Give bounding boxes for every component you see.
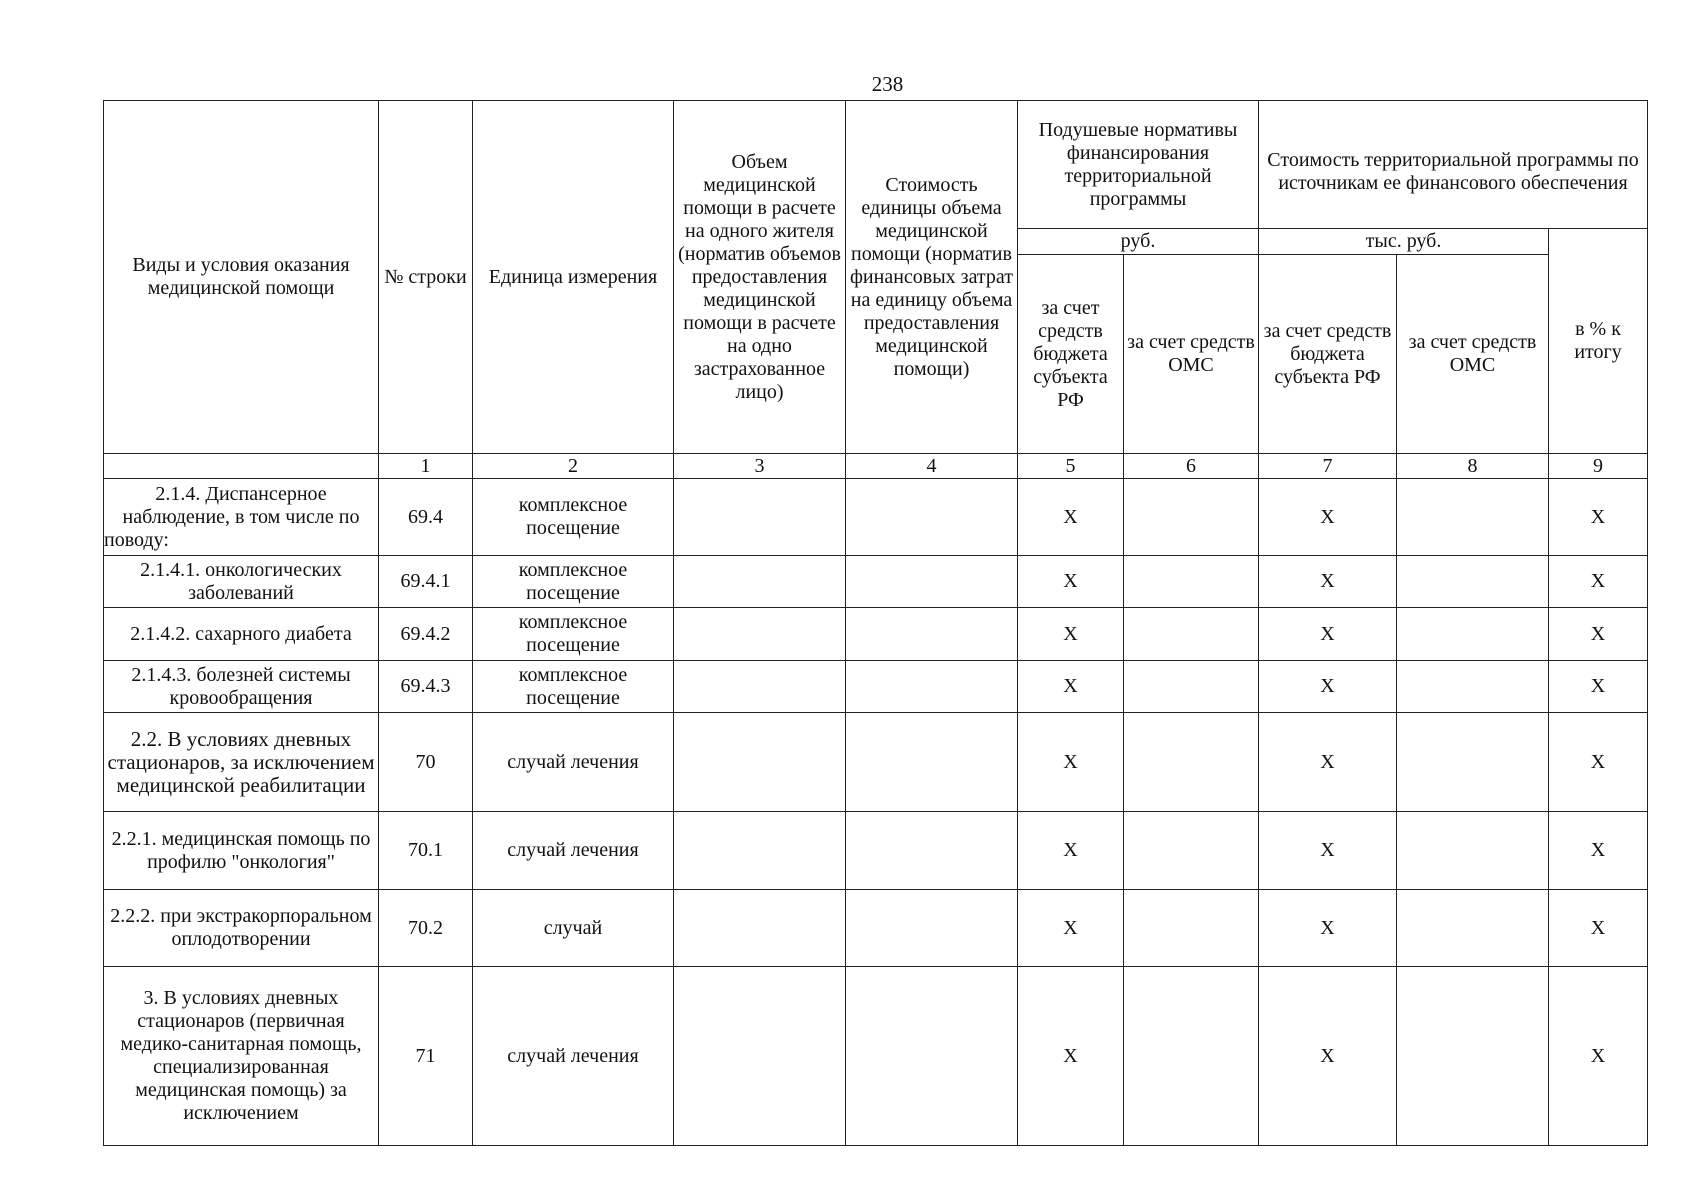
header-per-capita-group: Подушевые нормативы финансирования территориальной программы xyxy=(1018,101,1259,229)
row-value-col5: X xyxy=(1018,967,1124,1146)
row-number: 69.4 xyxy=(379,479,473,556)
row-unit: случай xyxy=(473,890,674,967)
row-unit: комплексное посещение xyxy=(473,556,674,608)
row-volume xyxy=(674,967,846,1146)
table-row xyxy=(104,890,1648,967)
row-unit-cost xyxy=(846,890,1018,967)
header-unit-cost: Стоимость единицы объема медицинской помощи (норматив финансовых затрат на единицу объема предоставления медицинской помощи) xyxy=(846,101,1018,454)
row-unit-cost xyxy=(846,661,1018,713)
row-value-col8 xyxy=(1397,713,1549,812)
table-row xyxy=(104,608,1648,661)
row-volume xyxy=(674,556,846,608)
row-name: 2.1.4. Диспансерное наблюдение, в том числе по поводу: xyxy=(104,479,379,556)
row-volume xyxy=(674,479,846,556)
row-value-col9: X xyxy=(1549,556,1648,608)
header-percent: в % к итогу xyxy=(1549,229,1648,454)
row-value-col7: X xyxy=(1259,890,1397,967)
row-value-col5: X xyxy=(1018,608,1124,661)
row-value-col6 xyxy=(1124,661,1259,713)
row-value-col8 xyxy=(1397,812,1549,890)
column-number: 8 xyxy=(1397,454,1549,479)
row-name: 2.1.4.1. онкологических заболеваний xyxy=(104,556,379,608)
table-row xyxy=(104,479,1648,556)
column-number: 2 xyxy=(473,454,674,479)
row-value-col8 xyxy=(1397,890,1549,967)
table-row xyxy=(104,556,1648,608)
row-value-col5: X xyxy=(1018,479,1124,556)
row-unit-cost xyxy=(846,812,1018,890)
header-per-capita-oms: за счет средств ОМС xyxy=(1124,255,1259,454)
row-unit-cost xyxy=(846,608,1018,661)
row-unit-cost xyxy=(846,556,1018,608)
column-number: 6 xyxy=(1124,454,1259,479)
column-number: 3 xyxy=(674,454,846,479)
row-name: 2.2.2. при экстракорпоральном оплодотворении xyxy=(104,890,379,967)
row-value-col6 xyxy=(1124,556,1259,608)
row-value-col9: X xyxy=(1549,890,1648,967)
row-value-col8 xyxy=(1397,608,1549,661)
row-number: 69.4.1 xyxy=(379,556,473,608)
row-value-col6 xyxy=(1124,479,1259,556)
row-value-col5: X xyxy=(1018,661,1124,713)
row-value-col6 xyxy=(1124,890,1259,967)
row-name: 3. В условиях дневных стационаров (первичная медико-санитарная помощь, специализированная медицинская помощь) за исключением xyxy=(104,967,379,1146)
row-value-col8 xyxy=(1397,556,1549,608)
table-row xyxy=(104,713,1648,812)
row-value-col9: X xyxy=(1549,967,1648,1146)
column-number: 9 xyxy=(1549,454,1648,479)
row-value-col7: X xyxy=(1259,713,1397,812)
column-number: 7 xyxy=(1259,454,1397,479)
row-value-col9: X xyxy=(1549,479,1648,556)
header-per-capita-budget: за счет средств бюджета субъекта РФ xyxy=(1018,255,1124,454)
row-value-col9: X xyxy=(1549,661,1648,713)
row-value-col5: X xyxy=(1018,713,1124,812)
row-value-col7: X xyxy=(1259,967,1397,1146)
row-unit-cost xyxy=(846,713,1018,812)
row-volume xyxy=(674,812,846,890)
row-value-col7: X xyxy=(1259,812,1397,890)
row-number: 71 xyxy=(379,967,473,1146)
row-number: 70.1 xyxy=(379,812,473,890)
header-unit: Единица измерения xyxy=(473,101,674,454)
row-value-col8 xyxy=(1397,661,1549,713)
column-number: 4 xyxy=(846,454,1018,479)
territorial-program-table xyxy=(103,100,1648,1146)
row-number: 70.2 xyxy=(379,890,473,967)
row-value-col5: X xyxy=(1018,812,1124,890)
row-value-col5: X xyxy=(1018,890,1124,967)
header-cost-group: Стоимость территориальной программы по источникам ее финансового обеспечения xyxy=(1259,101,1648,229)
header-cost-oms: за счет средств ОМС xyxy=(1397,255,1549,454)
table-row xyxy=(104,812,1648,890)
row-unit: комплексное посещение xyxy=(473,661,674,713)
row-name: 2.1.4.2. сахарного диабета xyxy=(104,608,379,661)
table-row xyxy=(104,661,1648,713)
row-name: 2.2. В условиях дневных стационаров, за исключением медицинской реабилитации xyxy=(104,713,379,812)
row-value-col7: X xyxy=(1259,479,1397,556)
row-unit-cost xyxy=(846,479,1018,556)
row-value-col6 xyxy=(1124,967,1259,1146)
row-volume xyxy=(674,661,846,713)
table-row xyxy=(104,967,1648,1146)
row-value-col6 xyxy=(1124,713,1259,812)
row-unit-cost xyxy=(846,967,1018,1146)
row-unit: комплексное посещение xyxy=(473,479,674,556)
row-number: 69.4.3 xyxy=(379,661,473,713)
row-value-col7: X xyxy=(1259,608,1397,661)
column-number: 5 xyxy=(1018,454,1124,479)
row-volume xyxy=(674,713,846,812)
row-name: 2.2.1. медицинская помощь по профилю "онкология" xyxy=(104,812,379,890)
row-unit: случай лечения xyxy=(473,812,674,890)
header-volume: Объем медицинской помощи в расчете на одного жителя (норматив объемов предоставления медицинской помощи в расчете на одно застрахованное лицо) xyxy=(674,101,846,454)
row-value-col6 xyxy=(1124,812,1259,890)
row-value-col9: X xyxy=(1549,713,1648,812)
row-number: 70 xyxy=(379,713,473,812)
row-value-col9: X xyxy=(1549,812,1648,890)
row-name: 2.1.4.3. болезней системы кровообращения xyxy=(104,661,379,713)
header-cost-budget: за счет средств бюджета субъекта РФ xyxy=(1259,255,1397,454)
row-value-col8 xyxy=(1397,479,1549,556)
row-value-col9: X xyxy=(1549,608,1648,661)
row-value-col8 xyxy=(1397,967,1549,1146)
row-volume xyxy=(674,890,846,967)
row-number: 69.4.2 xyxy=(379,608,473,661)
header-row-number: № строки xyxy=(379,101,473,454)
page-number: 238 xyxy=(871,72,904,96)
row-unit: случай лечения xyxy=(473,713,674,812)
row-value-col5: X xyxy=(1018,556,1124,608)
column-number: 1 xyxy=(379,454,473,479)
header-unit-thousand-rub: тыс. руб. xyxy=(1259,229,1549,255)
column-number-blank xyxy=(104,454,379,479)
row-volume xyxy=(674,608,846,661)
header-types-of-care: Виды и условия оказания медицинской помощи xyxy=(104,101,379,454)
row-value-col7: X xyxy=(1259,661,1397,713)
row-value-col6 xyxy=(1124,608,1259,661)
row-unit: случай лечения xyxy=(473,967,674,1146)
row-value-col7: X xyxy=(1259,556,1397,608)
header-unit-rub: руб. xyxy=(1018,229,1259,255)
row-unit: комплексное посещение xyxy=(473,608,674,661)
